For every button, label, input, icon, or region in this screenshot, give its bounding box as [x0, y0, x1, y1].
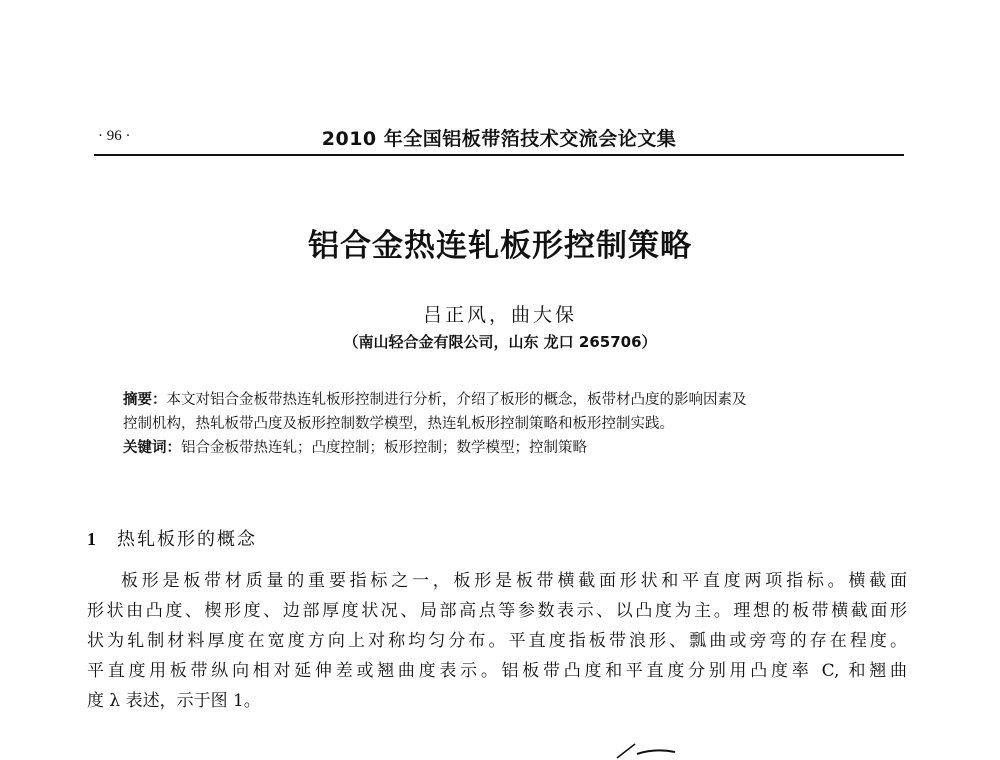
body-line-1: 板形是板带材质量的重要指标之一，板形是板带横截面形状和平直度两项指标。横截面 [121, 571, 907, 591]
abstract-line-2: 控制机构，热轧板带凸度及板形控制数学模型，热连轧板形控制策略和板形控制实践。 [123, 416, 674, 432]
page-number: · 96 · [98, 128, 131, 144]
body-line-5: 度 λ 表述，示于图 1。 [87, 691, 261, 711]
affiliation: （南山轻合金有限公司，山东 龙口 265706） [343, 333, 657, 351]
abstract-text-1: 本文对铝合金板带热连轧板形控制进行分析，介绍了板形的概念，板带材凸度的影响因素及 [166, 392, 747, 408]
journal-title: 2010 年全国铝板带箔技术交流会论文集 [321, 128, 677, 150]
abstract [123, 388, 883, 460]
keywords-label: 关键词： [123, 440, 181, 456]
paper-title: 铝合金热连轧板形控制策略 [308, 228, 692, 264]
section-heading [87, 525, 257, 551]
abstract-label: 摘要： [123, 392, 167, 408]
section-body [87, 566, 907, 716]
abstract-line-1 [123, 388, 883, 412]
authors: 吕正风，曲大保 [422, 304, 577, 326]
figure-fragment [615, 740, 685, 760]
section-number: 1 [87, 529, 96, 549]
running-header [94, 118, 904, 156]
keywords [123, 436, 883, 460]
keywords-text: 铝合金板带热连轧；凸度控制；板形控制；数学模型；控制策略 [181, 440, 587, 456]
section-title: 热轧板形的概念 [117, 529, 257, 550]
body-line-4: 平直度用板带纵向相对延伸差或翘曲度表示。铝板带凸度和平直度分别用凸度率 C, 和翘曲 [87, 661, 907, 681]
body-line-3: 状为轧制材料厚度在宽度方向上对称均匀分布。平直度指板带浪形、瓢曲或旁弯的存在程度。 [87, 631, 907, 651]
body-line-2: 形状由凸度、楔形度、边部厚度状况、局部高点等参数表示、以凸度为主。理想的板带横截面形 [87, 601, 907, 621]
